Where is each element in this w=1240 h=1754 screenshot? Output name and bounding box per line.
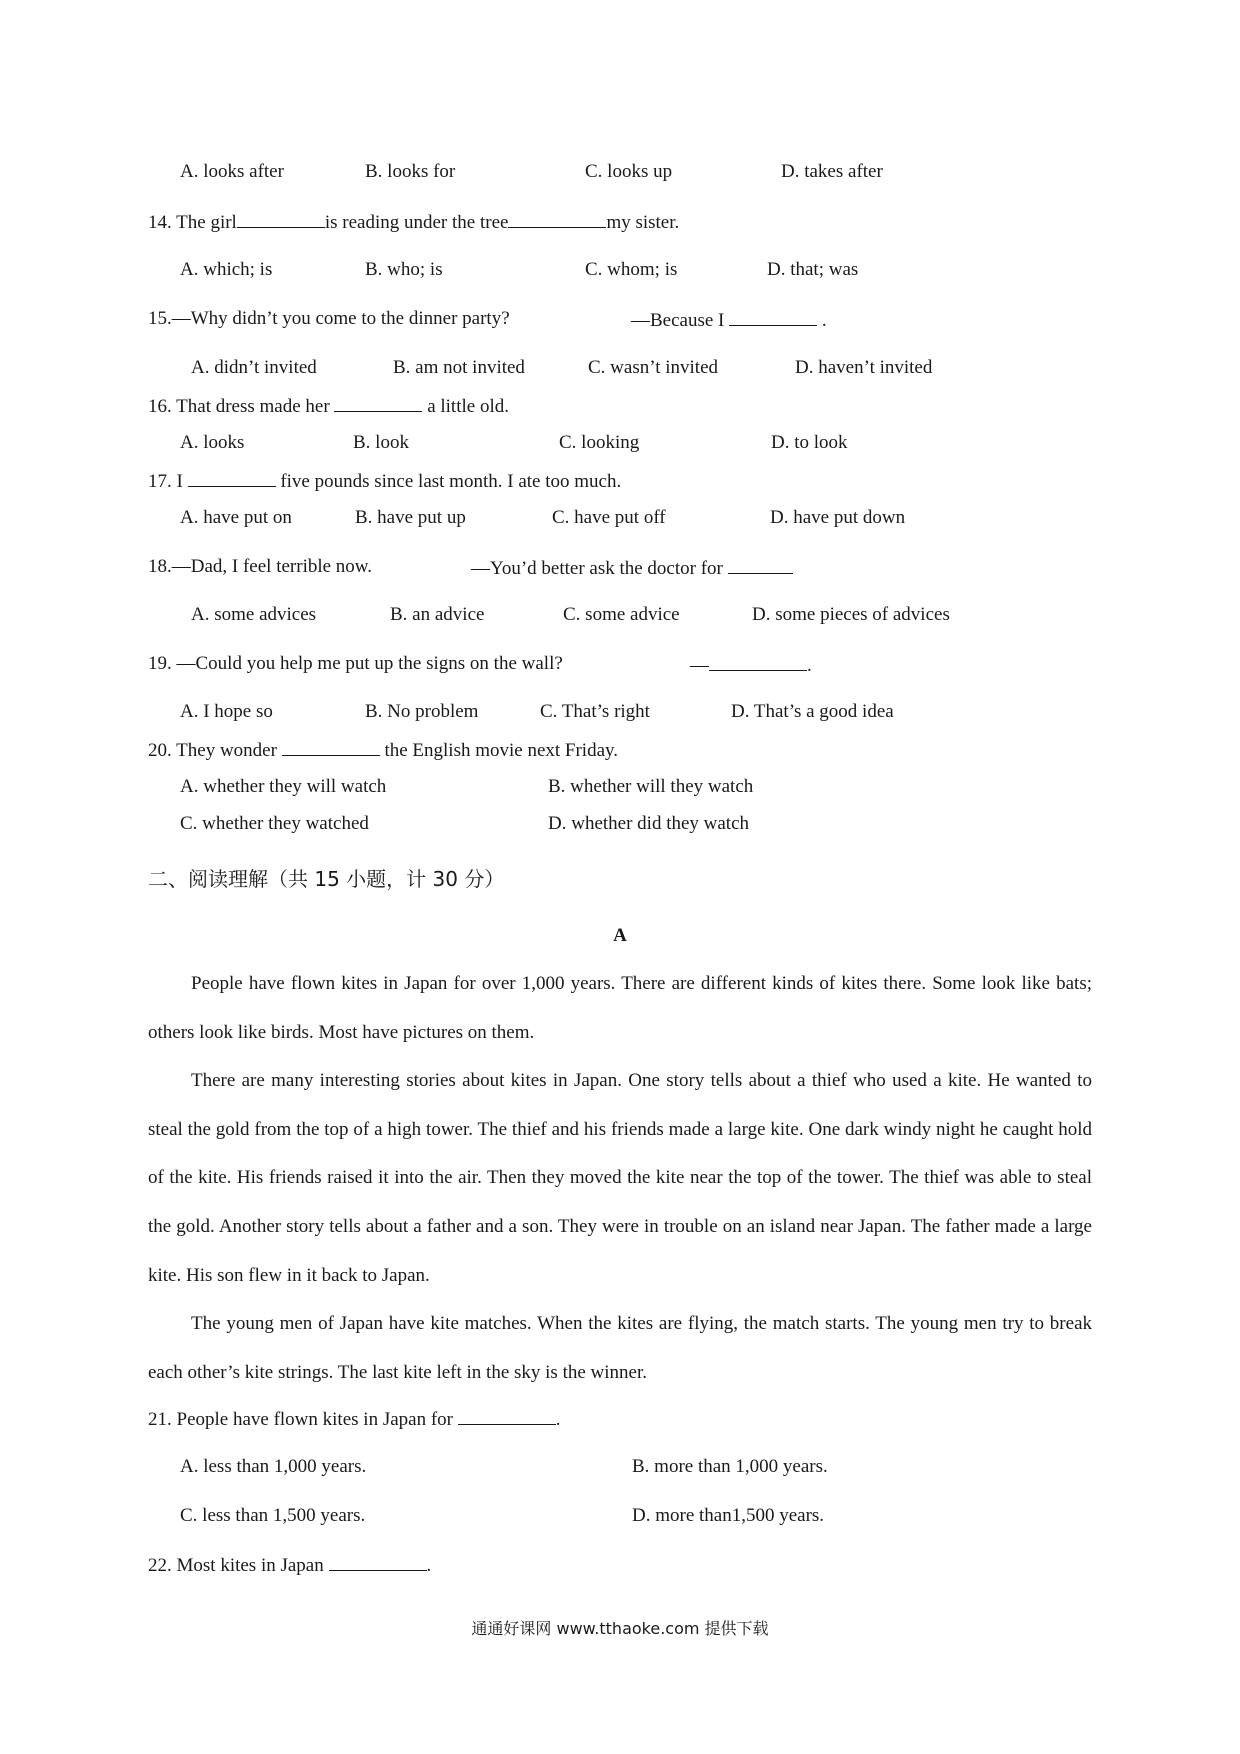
answer-blank: [188, 468, 276, 487]
q21-option-c: C. less than 1,500 years.: [180, 1505, 366, 1526]
question-14-stem: [148, 209, 679, 235]
answer-blank: [237, 209, 325, 228]
q13-option-d: D. takes after: [781, 161, 883, 182]
question-18-stem: 18.—Dad, I feel terrible now.: [148, 556, 373, 577]
question-19-reply: [690, 652, 812, 678]
q16-option-b: B. look: [353, 432, 409, 453]
q15-option-a: A. didn’t invited: [191, 357, 317, 378]
answer-blank: [334, 393, 422, 412]
question-15-reply: [631, 307, 827, 333]
answer-blank: [329, 1552, 427, 1571]
q15-option-b: B. am not invited: [393, 357, 525, 378]
q18-option-a: A. some advices: [191, 604, 317, 625]
q16-stem-part: 16. That dress made her: [148, 396, 330, 417]
passage-paragraph: There are many interesting stories about kites in Japan. One story tells about a thief who used a kite. He wanted to steal the gold from the top of a high tower. The thief and his friends made a large kite. One dark windy night he caught hold of the kite. His friends raised it into the air. Then they moved the kite near the top of the tower. The thief was able to steal the gold. Another story tells about a father and a son. They were in trouble on an island near Japan. The father made a large kite. His son flew in it back to Japan.: [148, 1070, 1092, 1286]
q20-option-b: B. whether will they watch: [548, 776, 754, 797]
answer-blank: [508, 209, 606, 228]
question-18-reply: [471, 555, 793, 581]
answer-blank: [728, 555, 793, 574]
q17-stem-part: 17. I: [148, 471, 183, 492]
passage-paragraph: People have flown kites in Japan for over 1,000 years. There are different kinds of kites there. Some look like bats; others look like birds. Most have pictures on them.: [148, 973, 1092, 1043]
q21-stem-part: 21. People have flown kites in Japan for: [148, 1409, 453, 1430]
q17-option-d: D. have put down: [770, 507, 906, 528]
q14-option-a: A. which; is: [180, 259, 273, 280]
q16-option-d: D. to look: [771, 432, 848, 453]
q21-option-d: D. more than1,500 years.: [632, 1505, 825, 1526]
q14-stem-part: is reading under the tree: [324, 212, 509, 233]
q13-option-c: C. looks up: [585, 161, 673, 182]
q15-reply-part: .: [821, 310, 827, 331]
question-16-stem: [148, 393, 509, 419]
page-footer: 通通好课网 www.tthaoke.com 提供下载: [471, 1619, 769, 1638]
q20-stem-part: the English movie next Friday.: [384, 740, 619, 761]
q13-option-b: B. looks for: [365, 161, 456, 182]
q17-option-c: C. have put off: [552, 507, 666, 528]
q20-option-d: D. whether did they watch: [548, 813, 750, 834]
q17-option-b: B. have put up: [355, 507, 466, 528]
question-22-stem: [148, 1552, 431, 1578]
q21-option-b: B. more than 1,000 years.: [632, 1456, 828, 1477]
q17-stem-part: five pounds since last month. I ate too much.: [280, 471, 622, 492]
q22-stem-part: 22. Most kites in Japan: [148, 1555, 324, 1576]
q16-option-c: C. looking: [559, 432, 640, 453]
q13-option-a: A. looks after: [180, 161, 284, 182]
q14-option-b: B. who; is: [365, 259, 443, 280]
q14-option-d: D. that; was: [767, 259, 859, 280]
q20-option-a: A. whether they will watch: [180, 776, 387, 797]
q16-stem-part: a little old.: [427, 396, 509, 417]
answer-blank: [282, 737, 380, 756]
q18-reply-part: —You’d better ask the doctor for: [471, 558, 723, 579]
q19-option-a: A. I hope so: [180, 701, 273, 722]
q18-option-d: D. some pieces of advices: [752, 604, 950, 625]
q15-option-c: C. wasn’t invited: [588, 357, 719, 378]
q19-reply-part: —: [690, 655, 709, 676]
q14-option-c: C. whom; is: [585, 259, 678, 280]
answer-blank: [729, 307, 817, 326]
question-19-stem: 19. —Could you help me put up the signs on the wall?: [148, 653, 563, 674]
question-21-stem: [148, 1406, 560, 1432]
q19-option-b: B. No problem: [365, 701, 479, 722]
q21-stem-part: .: [555, 1409, 561, 1430]
question-20-stem: [148, 737, 618, 763]
q15-option-d: D. haven’t invited: [795, 357, 933, 378]
question-17-stem: [148, 468, 621, 494]
q22-stem-part: .: [426, 1555, 432, 1576]
q17-option-a: A. have put on: [180, 507, 292, 528]
q14-stem-part: my sister.: [606, 212, 680, 233]
question-15-stem: 15.—Why didn’t you come to the dinner party?: [148, 308, 510, 329]
q16-option-a: A. looks: [180, 432, 245, 453]
q18-option-c: C. some advice: [563, 604, 680, 625]
reading-passage: [148, 960, 1092, 1397]
q21-option-a: A. less than 1,000 years.: [180, 1456, 367, 1477]
passage-heading: A: [613, 925, 627, 946]
q14-stem-part: 14. The girl: [148, 212, 237, 233]
q19-option-d: D. That’s a good idea: [731, 701, 894, 722]
passage-paragraph: The young men of Japan have kite matches. When the kites are flying, the match starts. The young men try to break each other’s kite strings. The last kite left in the sky is the winner.: [148, 1313, 1092, 1383]
section-title: 二、阅读理解（共 15 小题，计 30 分）: [148, 867, 505, 891]
q19-reply-part: .: [807, 655, 812, 676]
q18-option-b: B. an advice: [390, 604, 485, 625]
q15-reply-part: —Because I: [631, 310, 725, 331]
answer-blank: [709, 652, 807, 671]
q20-stem-part: 20. They wonder: [148, 740, 277, 761]
q19-option-c: C. That’s right: [540, 701, 650, 722]
answer-blank: [458, 1406, 556, 1425]
q20-option-c: C. whether they watched: [180, 813, 369, 834]
